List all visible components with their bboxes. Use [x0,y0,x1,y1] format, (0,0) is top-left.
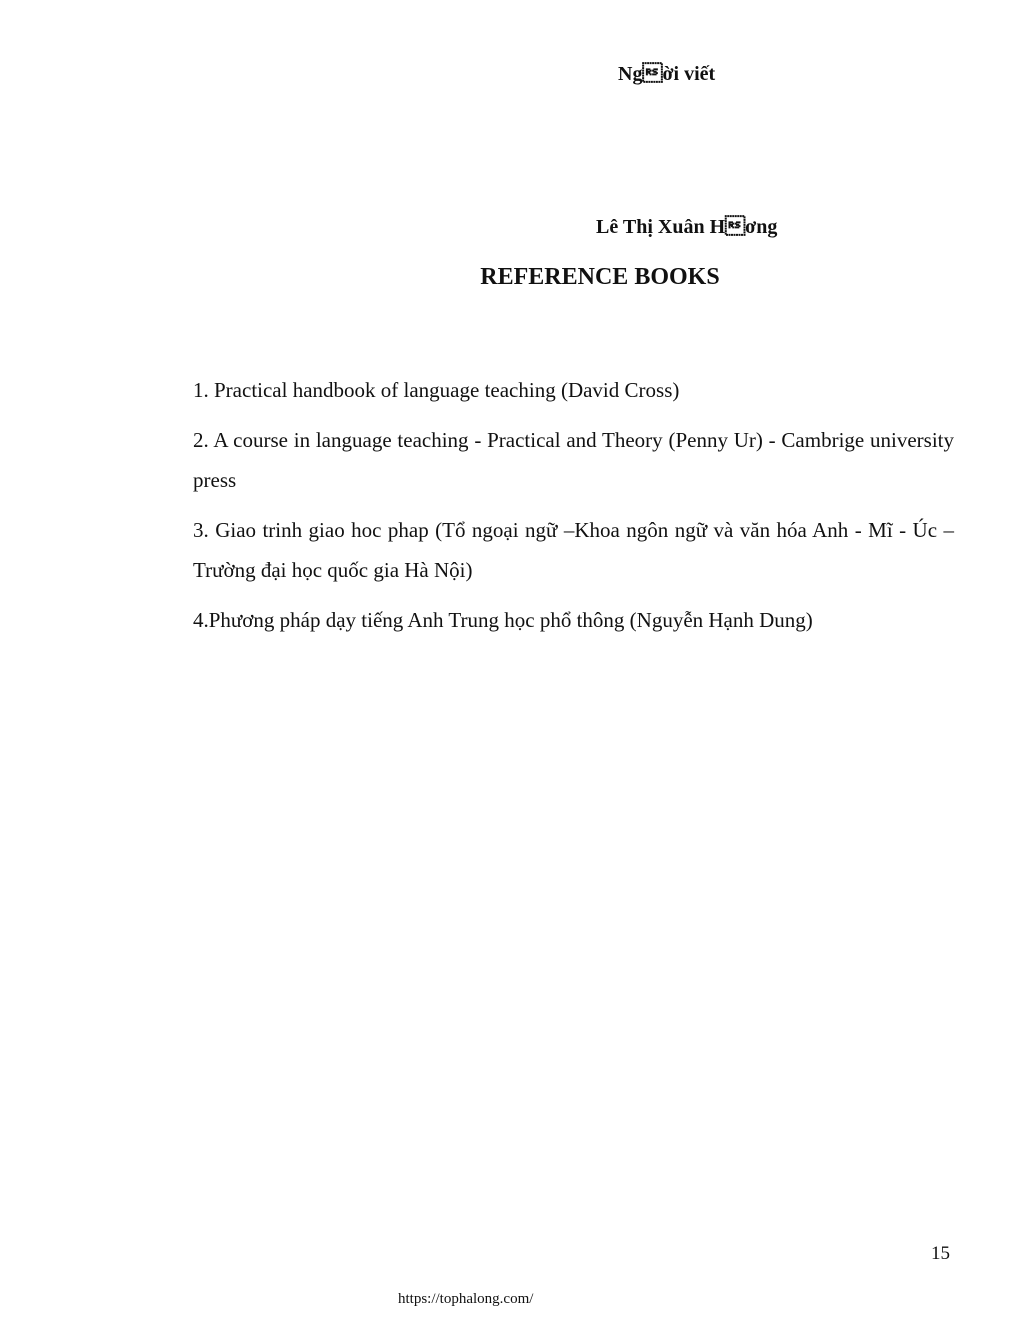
reference-books-heading: REFERENCE BOOKS [480,264,720,290]
signer-name: Lê Thị Xuân H ơng [596,216,778,238]
page-number: 15 [931,1243,950,1264]
reference-item: 4.Phương pháp dạy tiếng Anh Trung học phổ thông (Nguyễn Hạnh Dung) [193,608,813,632]
reference-item: 1. Practical handbook of language teaching (David Cross) [193,378,680,402]
reference-item: 3. Giao trinh giao hoc phap (Tổ ngoại ngữ –Khoa ngôn ngữ và văn hóa Anh - Mĩ - Úc – Trường đại học quốc gia Hà Nội) [193,518,954,582]
footer-url: https://tophalong.com/ [398,1291,534,1307]
reference-list [193,370,954,650]
reference-item: 2. A course in language teaching - Practical and Theory (Penny Ur) - Cambrige university press [193,428,954,492]
signer-label: Ng ời viết [618,63,716,85]
